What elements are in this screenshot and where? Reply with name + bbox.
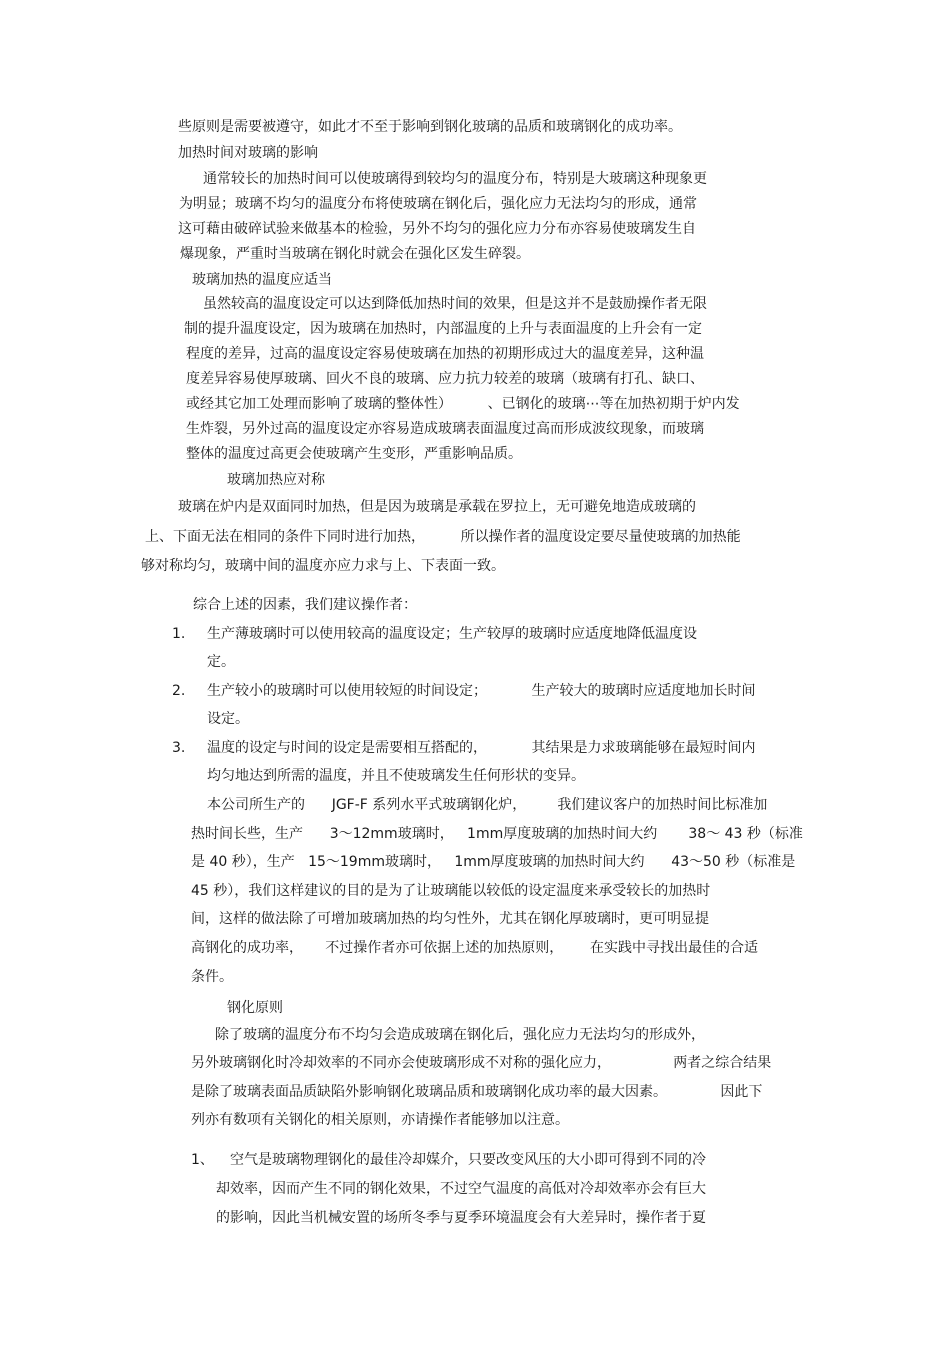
list-marker: 1.	[172, 626, 186, 642]
text-line: 综合上述的因素，我们建议操作者：	[193, 597, 417, 613]
text-line: 条件。	[191, 969, 233, 985]
text-line: 整体的温度过高更会使玻璃产生变形，严重影响品质。	[186, 446, 522, 462]
text-line: 本公司所生产的 JGF-F 系列水平式玻璃钢化炉， 我们建议客户的加热时间比标准加	[207, 797, 768, 813]
list-item-text: 均匀地达到所需的温度，并且不使玻璃发生任何形状的变异。	[207, 768, 585, 784]
text-line: 除了玻璃的温度分布不均匀会造成玻璃在钢化后，强化应力无法均匀的形成外，	[215, 1027, 705, 1043]
text-line: 高钢化的成功率， 不过操作者亦可依据上述的加热原则， 在实践中寻找出最佳的合适	[191, 940, 758, 956]
text-line: 玻璃在炉内是双面同时加热，但是因为玻璃是承载在罗拉上，无可避免地造成玻璃的	[178, 499, 696, 515]
text-line: 虽然较高的温度设定可以达到降低加热时间的效果，但是这并不是鼓励操作者无限	[203, 296, 707, 312]
section-heading: 玻璃加热应对称	[227, 472, 325, 488]
section-heading: 钢化原则	[227, 1000, 283, 1016]
text-line: 度差异容易使厚玻璃、回火不良的玻璃、应力抗力较差的玻璃（玻璃有打孔、缺口、	[186, 371, 704, 387]
text-line: 制的提升温度设定，因为玻璃在加热时，内部温度的上升与表面温度的上升会有一定	[184, 321, 702, 337]
text-line: 些原则是需要被遵守，如此才不至于影响到钢化玻璃的品质和玻璃钢化的成功率。	[178, 119, 682, 135]
text-line: 或经其它加工处理而影响了玻璃的整体性） 、已钢化的玻璃⋯等在加热初期于炉内发	[186, 396, 740, 412]
text-line: 通常较长的加热时间可以使玻璃得到较均匀的温度分布，特别是大玻璃这种现象更	[203, 171, 707, 187]
text-line: 为明显；玻璃不均匀的温度分布将使玻璃在钢化后，强化应力无法均匀的形成，通常	[179, 196, 697, 212]
list-marker: 3.	[172, 740, 186, 756]
list-item-text: 空气是玻璃物理钢化的最佳冷却媒介，只要改变风压的大小即可得到不同的冷	[230, 1152, 706, 1168]
list-item-text: 设定。	[207, 711, 249, 727]
text-line: 列亦有数项有关钢化的相关原则，亦请操作者能够加以注意。	[191, 1112, 569, 1128]
text-line: 是除了玻璃表面品质缺陷外影响钢化玻璃品质和玻璃钢化成功率的最大因素。 因此下	[191, 1084, 763, 1100]
list-item-text: 定。	[207, 654, 235, 670]
text-line: 另外玻璃钢化时冷却效率的不同亦会使玻璃形成不对称的强化应力， 两者之综合结果	[191, 1055, 772, 1071]
text-line: 热时间长些，生产 3～12mm玻璃时， 1mm厚度玻璃的加热时间大约 38～ 43 秒（标准	[191, 826, 803, 842]
list-item-text: 温度的设定与时间的设定是需要相互搭配的， 其结果是力求玻璃能够在最短时间内	[207, 740, 756, 756]
text-line: 够对称均匀，玻璃中间的温度亦应力求与上、下表面一致。	[141, 558, 505, 574]
text-line: 上、下面无法在相同的条件下同时进行加热， 所以操作者的温度设定要尽量使玻璃的加热能	[145, 529, 741, 545]
section-heading: 加热时间对玻璃的影响	[178, 145, 318, 161]
list-item-text: 却效率，因而产生不同的钢化效果，不过空气温度的高低对冷却效率亦会有巨大	[216, 1181, 706, 1197]
text-line: 这可藉由破碎试验来做基本的检验，另外不均匀的强化应力分布亦容易使玻璃发生自	[178, 221, 696, 237]
text-line: 间，这样的做法除了可增加玻璃加热的均匀性外，尤其在钢化厚玻璃时，更可明显提	[191, 911, 709, 927]
list-marker: 1、	[191, 1152, 214, 1168]
text-line: 程度的差异，过高的温度设定容易使玻璃在加热的初期形成过大的温度差异，这种温	[186, 346, 704, 362]
section-heading: 玻璃加热的温度应适当	[192, 272, 332, 288]
text-line: 45 秒），我们这样建议的目的是为了让玻璃能以较低的设定温度来承受较长的加热时	[191, 883, 711, 899]
text-line: 生炸裂，另外过高的温度设定亦容易造成玻璃表面温度过高而形成波纹现象，而玻璃	[186, 421, 704, 437]
list-item-text: 生产薄玻璃时可以使用较高的温度设定；生产较厚的玻璃时应适度地降低温度设	[207, 626, 697, 642]
list-item-text: 的影响，因此当机械安置的场所冬季与夏季环境温度会有大差异时，操作者于夏	[216, 1210, 706, 1226]
list-marker: 2.	[172, 683, 186, 699]
list-item-text: 生产较小的玻璃时可以使用较短的时间设定； 生产较大的玻璃时应适度地加长时间	[207, 683, 756, 699]
text-line: 是 40 秒），生产 15～19mm玻璃时， 1mm厚度玻璃的加热时间大约 43～50 秒（标准是	[191, 854, 796, 870]
text-line: 爆现象，严重时当玻璃在钢化时就会在强化区发生碎裂。	[180, 246, 530, 262]
